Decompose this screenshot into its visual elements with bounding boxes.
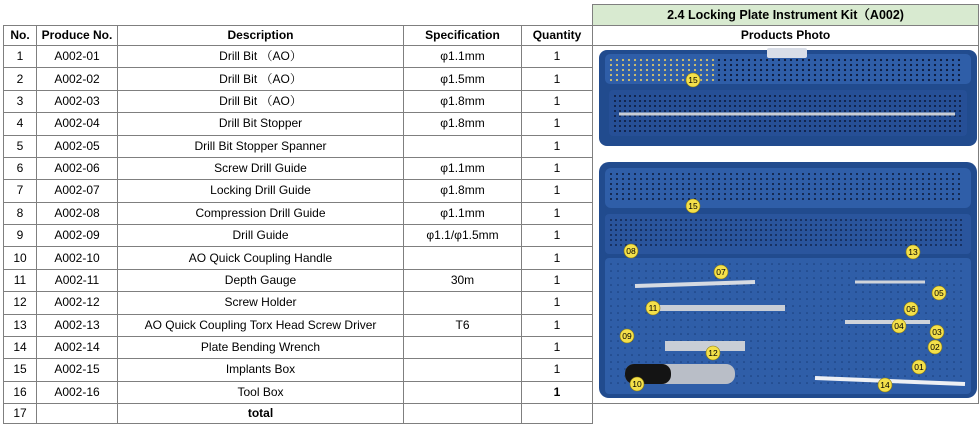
cell-produce-no: A002-09 [37, 225, 118, 247]
cell-description: AO Quick Coupling Torx Head Screw Driver [118, 314, 404, 336]
cell-no: 8 [4, 202, 37, 224]
table-row [4, 46, 979, 68]
callout-label: 02 [930, 342, 940, 352]
cell-specification: φ1.1/φ1.5mm [404, 225, 522, 247]
callout-label: 14 [880, 380, 890, 390]
cell-specification [404, 336, 522, 358]
cell-specification: φ1.1mm [404, 157, 522, 179]
header-row [4, 26, 979, 46]
callout-label: 11 [648, 303, 658, 313]
cell-no: 16 [4, 381, 37, 403]
callout-label: 13 [908, 247, 918, 257]
cell-description: Drill Bit Stopper Spanner [118, 135, 404, 157]
cell-produce-no: A002-01 [37, 46, 118, 68]
cell-no: 6 [4, 157, 37, 179]
cell-quantity: 1 [522, 247, 593, 269]
table-body [4, 46, 979, 404]
header-quantity: Quantity [522, 26, 593, 46]
cell-produce-no: A002-06 [37, 157, 118, 179]
cell-quantity: 1 [522, 90, 593, 112]
callout-label: 15 [688, 201, 698, 211]
callout-label: 05 [934, 288, 944, 298]
cell-quantity: 1 [522, 269, 593, 291]
cell-produce-no: A002-16 [37, 381, 118, 403]
cell-no: 5 [4, 135, 37, 157]
cell-description: Drill Bit （AO） [118, 46, 404, 68]
cell-no: 1 [4, 46, 37, 68]
cell-specification: φ1.5mm [404, 68, 522, 90]
cell-specification: φ1.8mm [404, 113, 522, 135]
cell-quantity: 1 [522, 113, 593, 135]
total-row-no: 17 [4, 404, 37, 424]
cell-specification [404, 359, 522, 381]
cell-description: Tool Box [118, 381, 404, 403]
cell-produce-no: A002-11 [37, 269, 118, 291]
cell-quantity: 1 [522, 180, 593, 202]
cell-produce-no: A002-03 [37, 90, 118, 112]
total-row [4, 404, 979, 424]
callout-label: 01 [914, 362, 924, 372]
cell-description: Locking Drill Guide [118, 180, 404, 202]
cell-specification: φ1.1mm [404, 202, 522, 224]
total-label: total [118, 404, 404, 424]
cell-specification: φ1.1mm [404, 46, 522, 68]
kit-title: 2.4 Locking Plate Instrument Kit（A002) [593, 5, 979, 26]
cell-no: 9 [4, 225, 37, 247]
cell-no: 10 [4, 247, 37, 269]
cell-quantity: 1 [522, 359, 593, 381]
cell-quantity: 1 [522, 46, 593, 68]
cell-no: 3 [4, 90, 37, 112]
implants-box-latch [767, 48, 807, 58]
cell-description: Depth Gauge [118, 269, 404, 291]
total-row-spec [404, 404, 522, 424]
cell-specification: T6 [404, 314, 522, 336]
cell-specification [404, 381, 522, 403]
cell-produce-no: A002-10 [37, 247, 118, 269]
cell-no: 13 [4, 314, 37, 336]
instrument-kit-photo [595, 46, 979, 403]
header-produce-no: Produce No. [37, 26, 118, 46]
header-products-photo: Products Photo [593, 26, 979, 46]
callout-label: 07 [716, 267, 726, 277]
cell-produce-no: A002-05 [37, 135, 118, 157]
cell-specification [404, 292, 522, 314]
header-specification: Specification [404, 26, 522, 46]
title-blank-cell [4, 5, 593, 26]
total-row-qty [522, 404, 593, 424]
cell-specification: φ1.8mm [404, 90, 522, 112]
header-description: Description [118, 26, 404, 46]
cell-no: 14 [4, 336, 37, 358]
cell-quantity: 1 [522, 292, 593, 314]
instrument-kit-table [3, 4, 979, 424]
cell-description: Plate Bending Wrench [118, 336, 404, 358]
cell-description: Implants Box [118, 359, 404, 381]
cell-produce-no: A002-15 [37, 359, 118, 381]
cell-description: Compression Drill Guide [118, 202, 404, 224]
callout-label: 08 [626, 246, 636, 256]
cell-produce-no: A002-08 [37, 202, 118, 224]
cell-specification [404, 247, 522, 269]
cell-quantity: 1 [522, 225, 593, 247]
cell-no: 4 [4, 113, 37, 135]
cell-description: Screw Drill Guide [118, 157, 404, 179]
cell-quantity: 1 [522, 314, 593, 336]
cell-produce-no: A002-12 [37, 292, 118, 314]
title-row [4, 5, 979, 26]
cell-specification: 30m [404, 269, 522, 291]
cell-quantity: 1 [522, 68, 593, 90]
cell-no: 7 [4, 180, 37, 202]
cell-quantity: 1 [522, 381, 593, 403]
total-row-code [37, 404, 118, 424]
products-photo [593, 46, 979, 404]
cell-quantity: 1 [522, 135, 593, 157]
cell-produce-no: A002-14 [37, 336, 118, 358]
cell-description: Drill Bit （AO） [118, 90, 404, 112]
callout-label: 09 [622, 331, 632, 341]
cell-produce-no: A002-13 [37, 314, 118, 336]
cell-description: Drill Guide [118, 225, 404, 247]
callout-label: 06 [906, 304, 916, 314]
header-no: No. [4, 26, 37, 46]
cell-description: Drill Bit Stopper [118, 113, 404, 135]
cell-description: Screw Holder [118, 292, 404, 314]
cell-description: Drill Bit （AO） [118, 68, 404, 90]
cell-produce-no: A002-07 [37, 180, 118, 202]
callout-label: 03 [932, 327, 942, 337]
cell-specification: φ1.8mm [404, 180, 522, 202]
cell-quantity: 1 [522, 336, 593, 358]
cell-no: 2 [4, 68, 37, 90]
cell-no: 12 [4, 292, 37, 314]
callout-label: 04 [894, 321, 904, 331]
cell-no: 11 [4, 269, 37, 291]
cell-quantity: 1 [522, 202, 593, 224]
cell-quantity: 1 [522, 157, 593, 179]
cell-produce-no: A002-02 [37, 68, 118, 90]
cell-produce-no: A002-04 [37, 113, 118, 135]
cell-specification [404, 135, 522, 157]
callout-label: 10 [632, 379, 642, 389]
cell-no: 15 [4, 359, 37, 381]
cell-description: AO Quick Coupling Handle [118, 247, 404, 269]
callout-label: 12 [708, 348, 718, 358]
callout-label: 15 [688, 75, 698, 85]
